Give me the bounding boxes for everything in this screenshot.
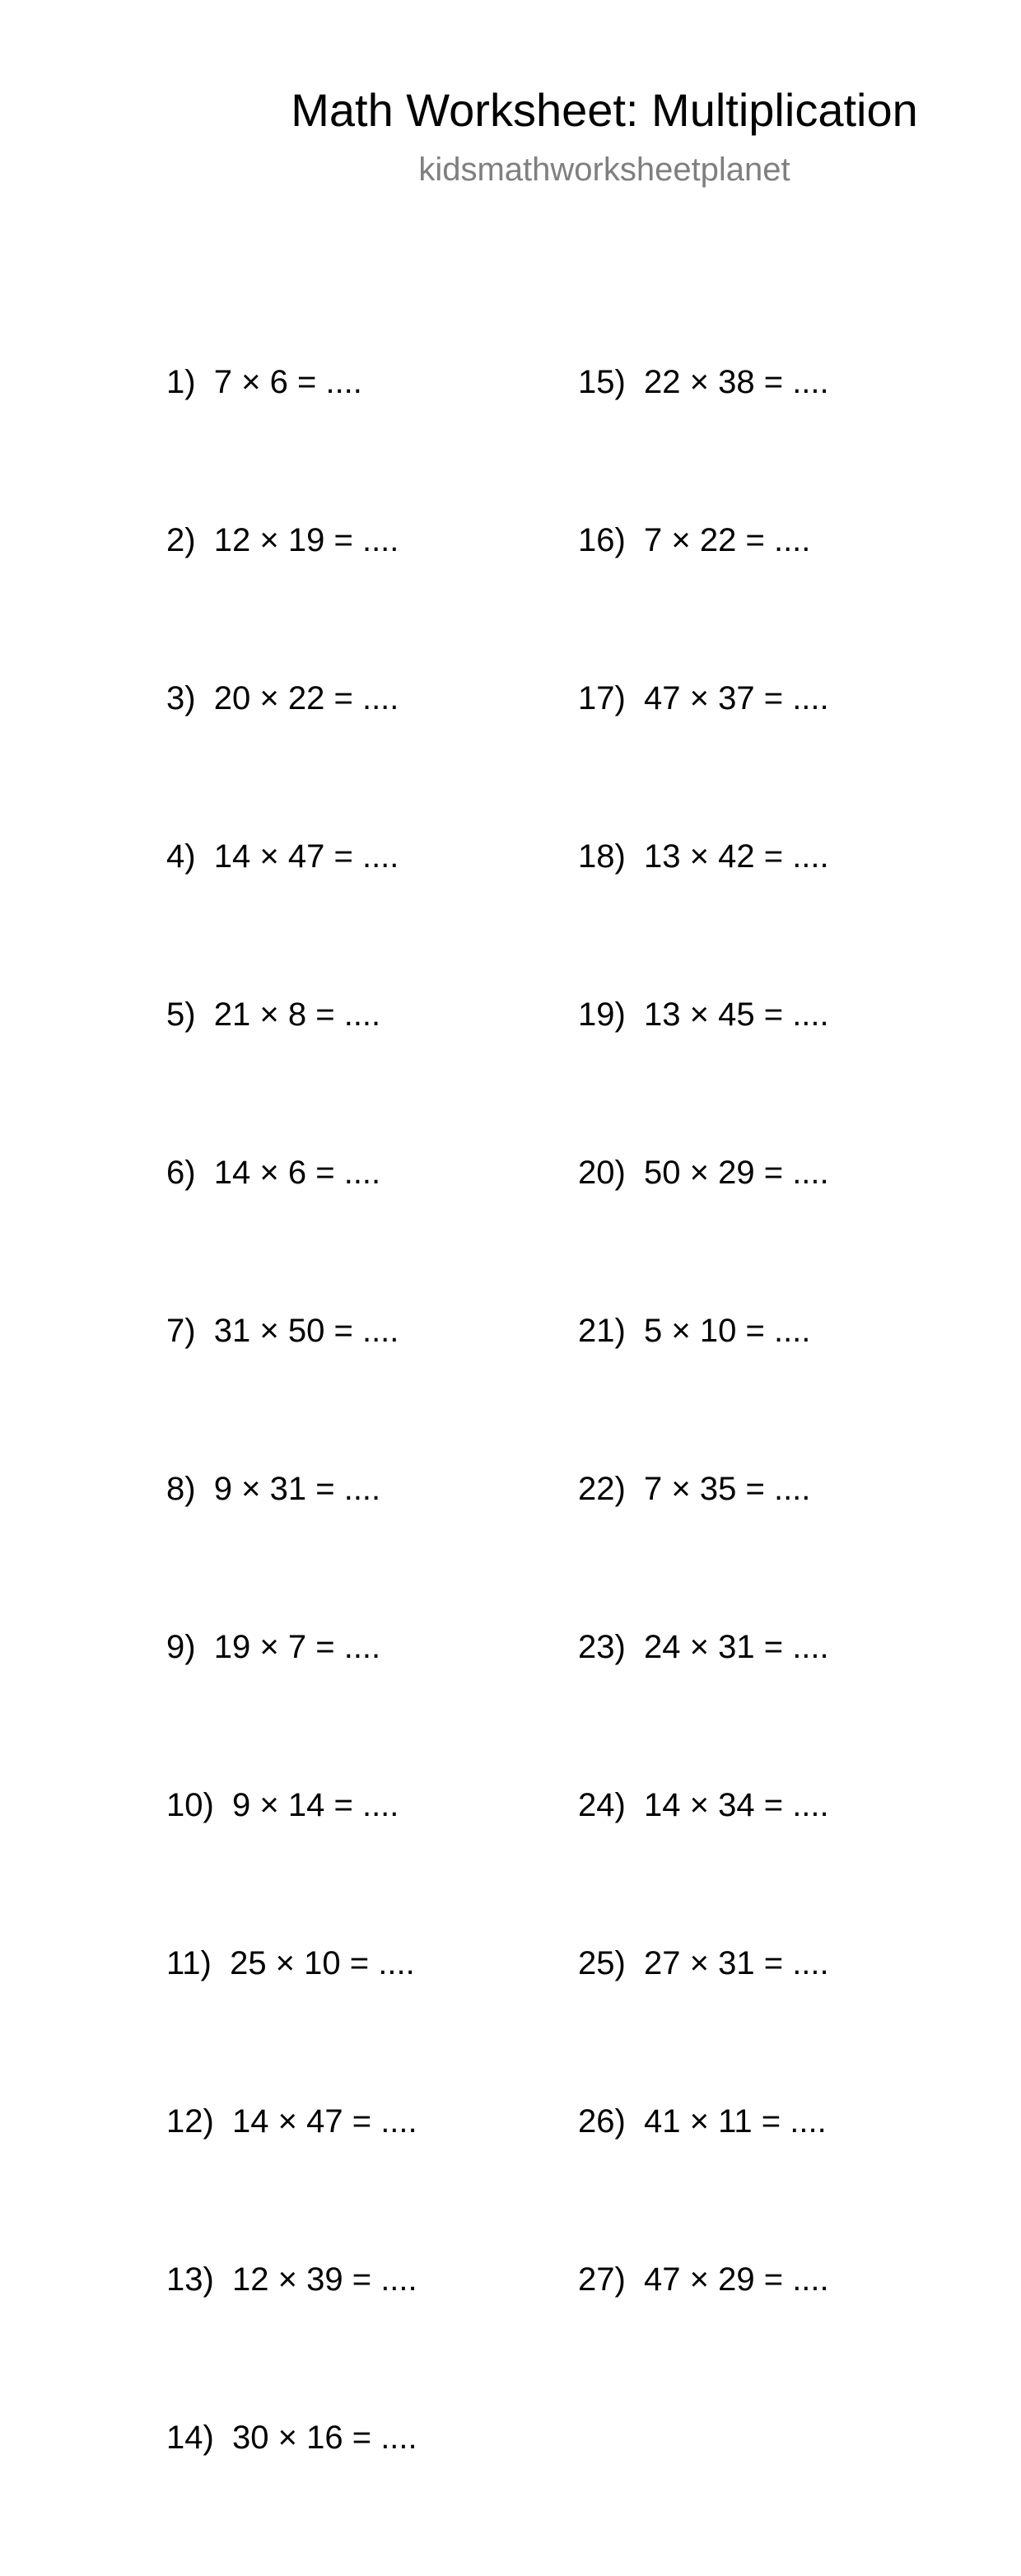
- problem-item: 18) 13 × 42 = ....: [578, 838, 829, 875]
- problem-item: 6) 14 × 6 = ....: [166, 1155, 381, 1191]
- problem-item: 23) 24 × 31 = ....: [578, 1629, 829, 1665]
- problem-item: 26) 41 × 11 = ....: [578, 2103, 827, 2140]
- problem-item: 21) 5 × 10 = ....: [578, 1313, 811, 1349]
- problem-item: 2) 12 × 19 = ....: [166, 522, 399, 558]
- problem-item: 10) 9 × 14 = ....: [166, 1787, 399, 1823]
- page-title: Math Worksheet: Multiplication: [291, 84, 918, 136]
- problem-item: 19) 13 × 45 = ....: [578, 996, 829, 1033]
- problem-item: 11) 25 × 10 = ....: [166, 1945, 415, 1981]
- problem-item: 27) 47 × 29 = ....: [578, 2261, 829, 2298]
- problem-item: 1) 7 × 6 = ....: [166, 364, 362, 400]
- problem-item: 3) 20 × 22 = ....: [166, 680, 399, 716]
- problem-item: 24) 14 × 34 = ....: [578, 1787, 829, 1823]
- problem-item: 20) 50 × 29 = ....: [578, 1155, 829, 1191]
- problem-item: 25) 27 × 31 = ....: [578, 1945, 829, 1981]
- problem-item: 16) 7 × 22 = ....: [578, 522, 811, 558]
- problem-item: 8) 9 × 31 = ....: [166, 1471, 381, 1507]
- problem-item: 15) 22 × 38 = ....: [578, 364, 829, 400]
- page-subtitle: kidsmathworksheetplanet: [418, 152, 790, 188]
- problem-item: 9) 19 × 7 = ....: [166, 1629, 381, 1665]
- problems-left-column: [166, 283, 512, 2576]
- problem-item: 7) 31 × 50 = ....: [166, 1313, 399, 1349]
- problems-right-column: [578, 283, 924, 2418]
- problem-item: 13) 12 × 39 = ....: [166, 2261, 417, 2298]
- problem-item: 17) 47 × 37 = ....: [578, 680, 829, 716]
- problem-item: 5) 21 × 8 = ....: [166, 996, 381, 1033]
- problem-item: 12) 14 × 47 = ....: [166, 2103, 417, 2140]
- problem-item: 14) 30 × 16 = ....: [166, 2420, 417, 2456]
- problem-item: 22) 7 × 35 = ....: [578, 1471, 811, 1507]
- problem-item: 4) 14 × 47 = ....: [166, 838, 399, 875]
